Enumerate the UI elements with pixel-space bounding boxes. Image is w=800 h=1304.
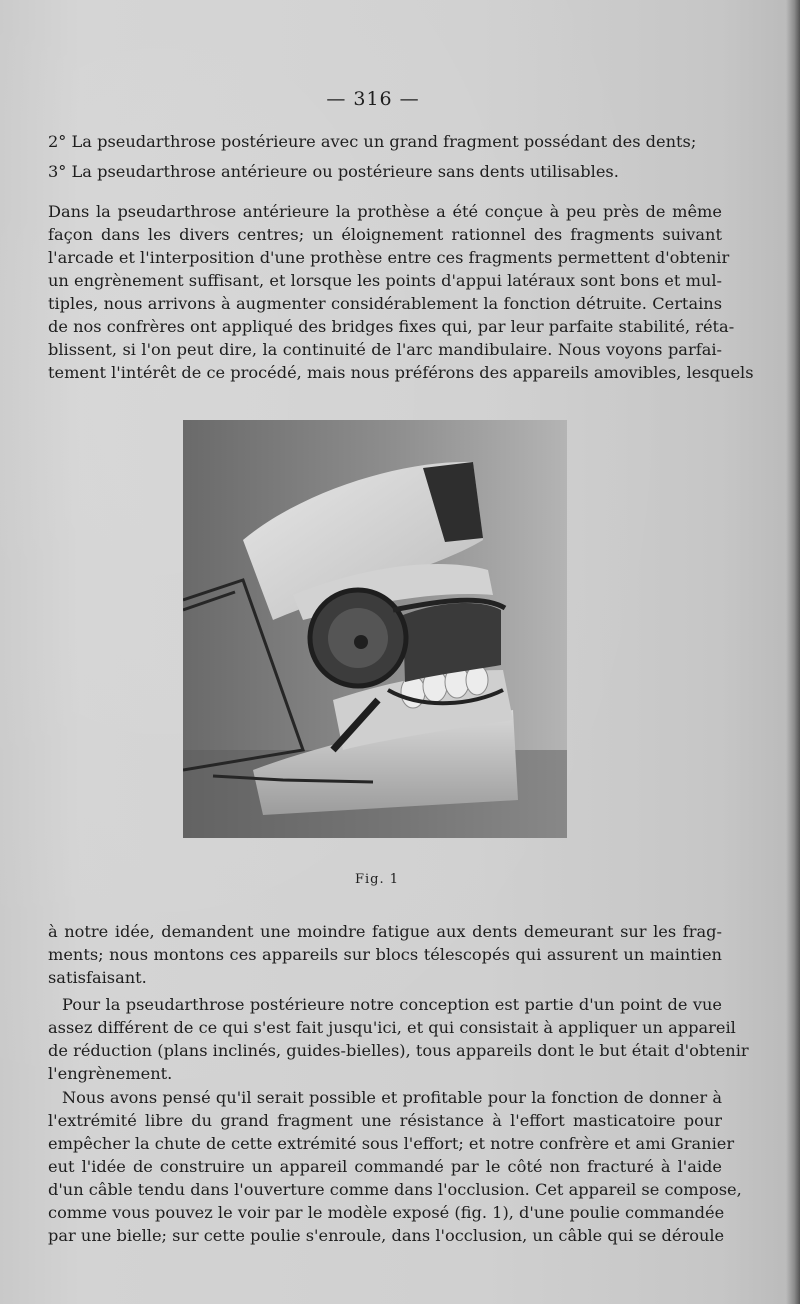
paragraph-line: tiples, nous arrivons à augmenter considérablement la fonction détruite. Certains (48, 294, 722, 313)
paragraph-line: blissent, si l'on peut dire, la continuité de l'arc mandibulaire. Nous voyons parfai- (48, 340, 722, 359)
paragraph-line: à notre idée, demandent une moindre fatigue aux dents demeurant sur les frag- (48, 922, 722, 941)
paragraph-line: ments; nous montons ces appareils sur blocs télescopés qui assurent un maintien (48, 945, 722, 964)
paragraph-line: eut l'idée de construire un appareil commandé par le côté non fracturé à l'aide (48, 1157, 722, 1176)
list-item-3: 3° La pseudarthrose antérieure ou postérieure sans dents utilisables. (48, 162, 619, 181)
paragraph-line: de nos confrères ont appliqué des bridges fixes qui, par leur parfaite stabilité, réta- (48, 317, 735, 336)
list-item-2: 2° La pseudarthrose postérieure avec un grand fragment possédant des dents; (48, 132, 697, 151)
paragraph-line: de réduction (plans inclinés, guides-bielles), tous appareils dont le but était d'obtenir (48, 1041, 749, 1060)
figure-photograph (183, 420, 567, 838)
figure-caption: Fig. 1 (355, 872, 400, 887)
paragraph-line: façon dans les divers centres; un éloignement rationnel des fragments suivant (48, 225, 722, 244)
paragraph-line: satisfaisant. (48, 968, 147, 987)
paragraph-line: Dans la pseudarthrose antérieure la prothèse a été conçue à peu près de même (48, 202, 722, 221)
paragraph-line: l'engrènement. (48, 1064, 173, 1083)
page-number: — 316 — (326, 88, 420, 110)
paragraph-line: l'arcade et l'interposition d'une prothèse entre ces fragments permettent d'obtenir (48, 248, 730, 267)
paragraph-line: par une bielle; sur cette poulie s'enroule, dans l'occlusion, un câble qui se déroule (48, 1226, 725, 1245)
paragraph-line: d'un câble tendu dans l'ouverture comme dans l'occlusion. Cet appareil se compose, (48, 1180, 742, 1199)
paragraph-line: comme vous pouvez le voir par le modèle exposé (fig. 1), d'une poulie commandée (48, 1203, 725, 1222)
paragraph-line: l'extrémité libre du grand fragment une résistance à l'effort masticatoire pour (48, 1111, 722, 1130)
paragraph-line: assez différent de ce qui s'est fait jusqu'ici, et qui consistait à appliquer un appareil (48, 1018, 736, 1037)
page-edge-shadow (786, 0, 800, 1304)
paragraph-line: empêcher la chute de cette extrémité sous l'effort; et notre confrère et ami Granier (48, 1134, 735, 1153)
paragraph-line: Nous avons pensé qu'il serait possible et profitable pour la fonction de donner à (62, 1088, 722, 1107)
paragraph-line: tement l'intérêt de ce procédé, mais nous préférons des appareils amovibles, lesquels (48, 363, 754, 382)
paragraph-line: un engrènement suffisant, et lorsque les points d'appui latéraux sont bons et mul- (48, 271, 722, 290)
paragraph-line: Pour la pseudarthrose postérieure notre conception est partie d'un point de vue (62, 995, 722, 1014)
